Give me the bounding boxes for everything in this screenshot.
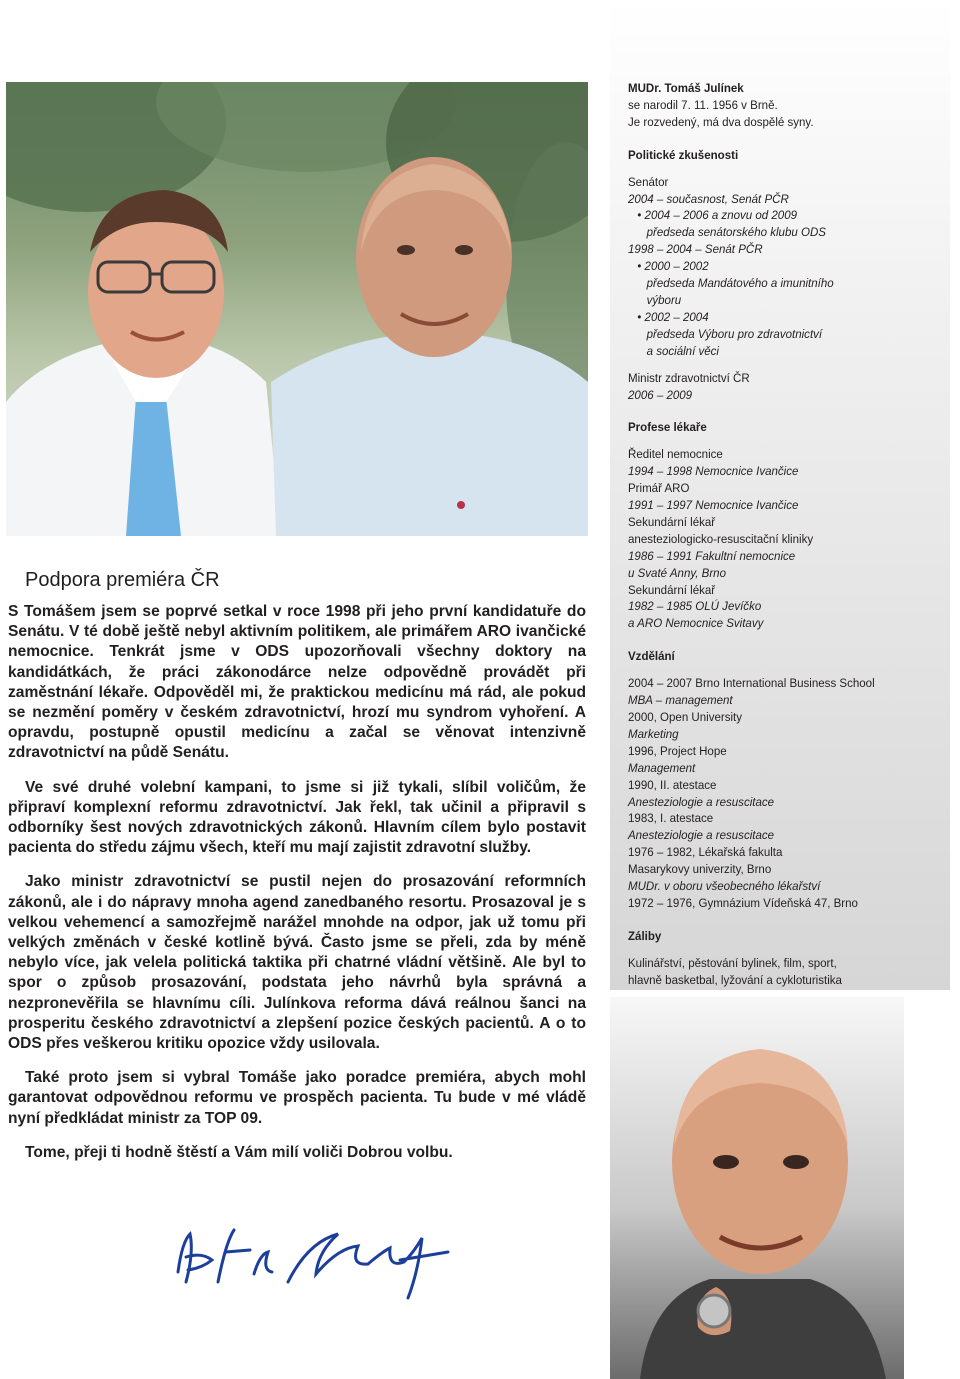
cv-line: Ředitel nemocnice — [628, 447, 723, 462]
cv-line: předseda Mandátového a imunitního — [646, 276, 834, 291]
cv-line: předseda senátorského klubu ODS — [646, 225, 826, 240]
spacer — [628, 403, 948, 419]
cv-line: Sekundární lékař — [628, 514, 716, 529]
spacer — [628, 360, 948, 370]
cv-line: předseda Výboru pro zdravotnictví — [646, 326, 823, 341]
spacer — [628, 436, 948, 446]
cv-line: 1994 – 1998 Nemocnice Ivančice — [628, 464, 799, 479]
cv-line: Sekundární lékař — [628, 582, 716, 597]
cv-section-heading: Vzdělání — [628, 649, 675, 664]
cv-list — [628, 80, 948, 989]
photo-two-men — [6, 82, 588, 536]
cv-line: • 2004 – 2006 a znovu od 2009 — [637, 208, 798, 223]
cv-line: u Svaté Anny, Brno — [628, 565, 727, 580]
portrait-photo — [610, 997, 904, 1379]
cv-line: • 2002 – 2004 — [637, 309, 709, 324]
cv-line: 1983, I. atestace — [628, 811, 714, 826]
cv-line: 2006 – 2009 — [628, 387, 693, 402]
cv-line: Senátor — [628, 174, 669, 189]
spacer — [628, 632, 948, 648]
cv-section-heading: Záliby — [628, 928, 662, 943]
cv-line: Masarykovy univerzity, Brno — [628, 862, 772, 877]
cv-line: Marketing — [628, 726, 679, 741]
cv-line: 1982 – 1985 OLÚ Jevíčko — [628, 599, 762, 614]
article-paragraph-2: Ve své druhé volební kampani, to jsme si již tykali, slíbil voličům, že připraví komplexní reformu zdravotnictví. Jak řekl, tak učinil a připravil s odborníky šest nových zdravotnických zákonů. Hlavním cílem bylo postavit pacienta do středu zájmu všech, kteří mu mají zajistit zdravotní služby. — [8, 778, 586, 857]
handwritten-signature — [168, 1212, 458, 1302]
spacer — [628, 665, 948, 675]
cv-line: výboru — [646, 292, 682, 307]
cv-sidebar — [610, 0, 950, 990]
cv-line: Kulinářství, pěstování bylinek, film, sport, — [628, 955, 837, 970]
cv-line: 1990, II. atestace — [628, 777, 717, 792]
article-paragraph-3: Jako ministr zdravotnictví se pustil nejen do prosazování reformních zákonů, ale i do nápravy mnoha agend zanedbaného resortu. Prosazoval je s velkou vehemencí a samozřejmě narážel mnohde na odpor, jak už tomu při velkých změnách v české kotlině bývá. Často jsme se přeli, zda by méně nebylo více, jak velela politická taktika při chatrné vládní většině. Ale byl to spor o způsob prosazování, podstata jeho návrhů byla správná a nezpronevěřila se hlavnímu cíli. Julínkova reforma dává reálnou šanci na prosperitu českého zdravotnictví a zlepšení pozice českých pacientů. A o to ODS přes veškerou kritiku opozice vždy usilovala. — [8, 873, 586, 1053]
cv-section-heading: MUDr. Tomáš Julínek — [628, 81, 744, 95]
spacer — [628, 131, 948, 147]
article-paragraph-1: S Tomášem jsem se poprvé setkal v roce 1998 při jeho první kandidatuře do Senátu. V té době ještě nebyl aktivním politikem, ale primářem ARO ivančické nemocnice. Tenkrát jsme v ODS upozorňovali všechny doktory na kandidátkách, že práci zákonodárce nelze odpovědně provádět při zaměstnání lékaře. Odpověděl mi, že praktickou medicínu má rád, ale pokud se nezmění poměry v českém zdravotnictví, hrozí mu syndrom vyhoření. A opravdu, postupně opustil medicínu a začal se věnovat intenzivně zdravotnictví na půdě Senátu. — [8, 603, 586, 762]
spacer — [628, 912, 948, 928]
cv-line: Ministr zdravotnictví ČR — [628, 370, 750, 385]
cv-line: 2004 – 2007 Brno International Business School — [628, 676, 875, 691]
cv-line: se narodil 7. 11. 1956 v Brně. — [628, 97, 778, 112]
cv-line: • 2000 – 2002 — [637, 259, 709, 274]
cv-line: 1976 – 1982, Lékařská fakulta — [628, 845, 783, 860]
cv-line: Anesteziologie a resuscitace — [628, 828, 775, 843]
article-heading: Podpora premiéra ČR — [25, 569, 220, 591]
cv-line: hlavně basketbal, lyžování a cykloturistika — [628, 972, 842, 987]
cv-line: Anesteziologie a resuscitace — [628, 794, 775, 809]
spacer — [628, 164, 948, 174]
cv-line: 1998 – 2004 – Senát PČR — [628, 242, 763, 257]
article — [8, 568, 586, 1177]
cv-section-heading: Politické zkušenosti — [628, 147, 739, 162]
cv-line: Management — [628, 760, 696, 775]
cv-line: anesteziologicko-resuscitační kliniky — [628, 531, 814, 546]
article-closing: Tome, přeji ti hodně štěstí a Vám milí voliči Dobrou volbu. — [25, 1143, 453, 1161]
cv-line: Primář ARO — [628, 481, 690, 496]
cv-line: 2000, Open University — [628, 710, 743, 724]
cv-line: 2004 – současnost, Senát PČR — [628, 191, 789, 206]
cv-line: 1991 – 1997 Nemocnice Ivančice — [628, 498, 799, 513]
cv-line: 1986 – 1991 Fakultní nemocnice — [628, 548, 796, 563]
cv-section-heading: Profese lékaře — [628, 420, 707, 435]
cv-line: 1996, Project Hope — [628, 743, 727, 758]
spacer — [628, 945, 948, 955]
cv-line: MUDr. v oboru všeobecného lékařství — [628, 879, 821, 894]
cv-line: a ARO Nemocnice Svitavy — [628, 616, 764, 631]
cv-line: Je rozvedený, má dva dospělé syny. — [628, 114, 814, 129]
cv-line: 1972 – 1976, Gymnázium Vídeňská 47, Brno — [628, 895, 858, 910]
article-paragraph-4: Také proto jsem si vybral Tomáše jako poradce premiéra, abych mohl garantovat odpovědnou reformu ve prospěch pacienta. Tu bude v mé vládě nyní předkládat ministr za TOP 09. — [8, 1069, 586, 1127]
cv-line: a sociální věci — [646, 343, 719, 358]
cv-line: MBA – management — [628, 693, 733, 708]
